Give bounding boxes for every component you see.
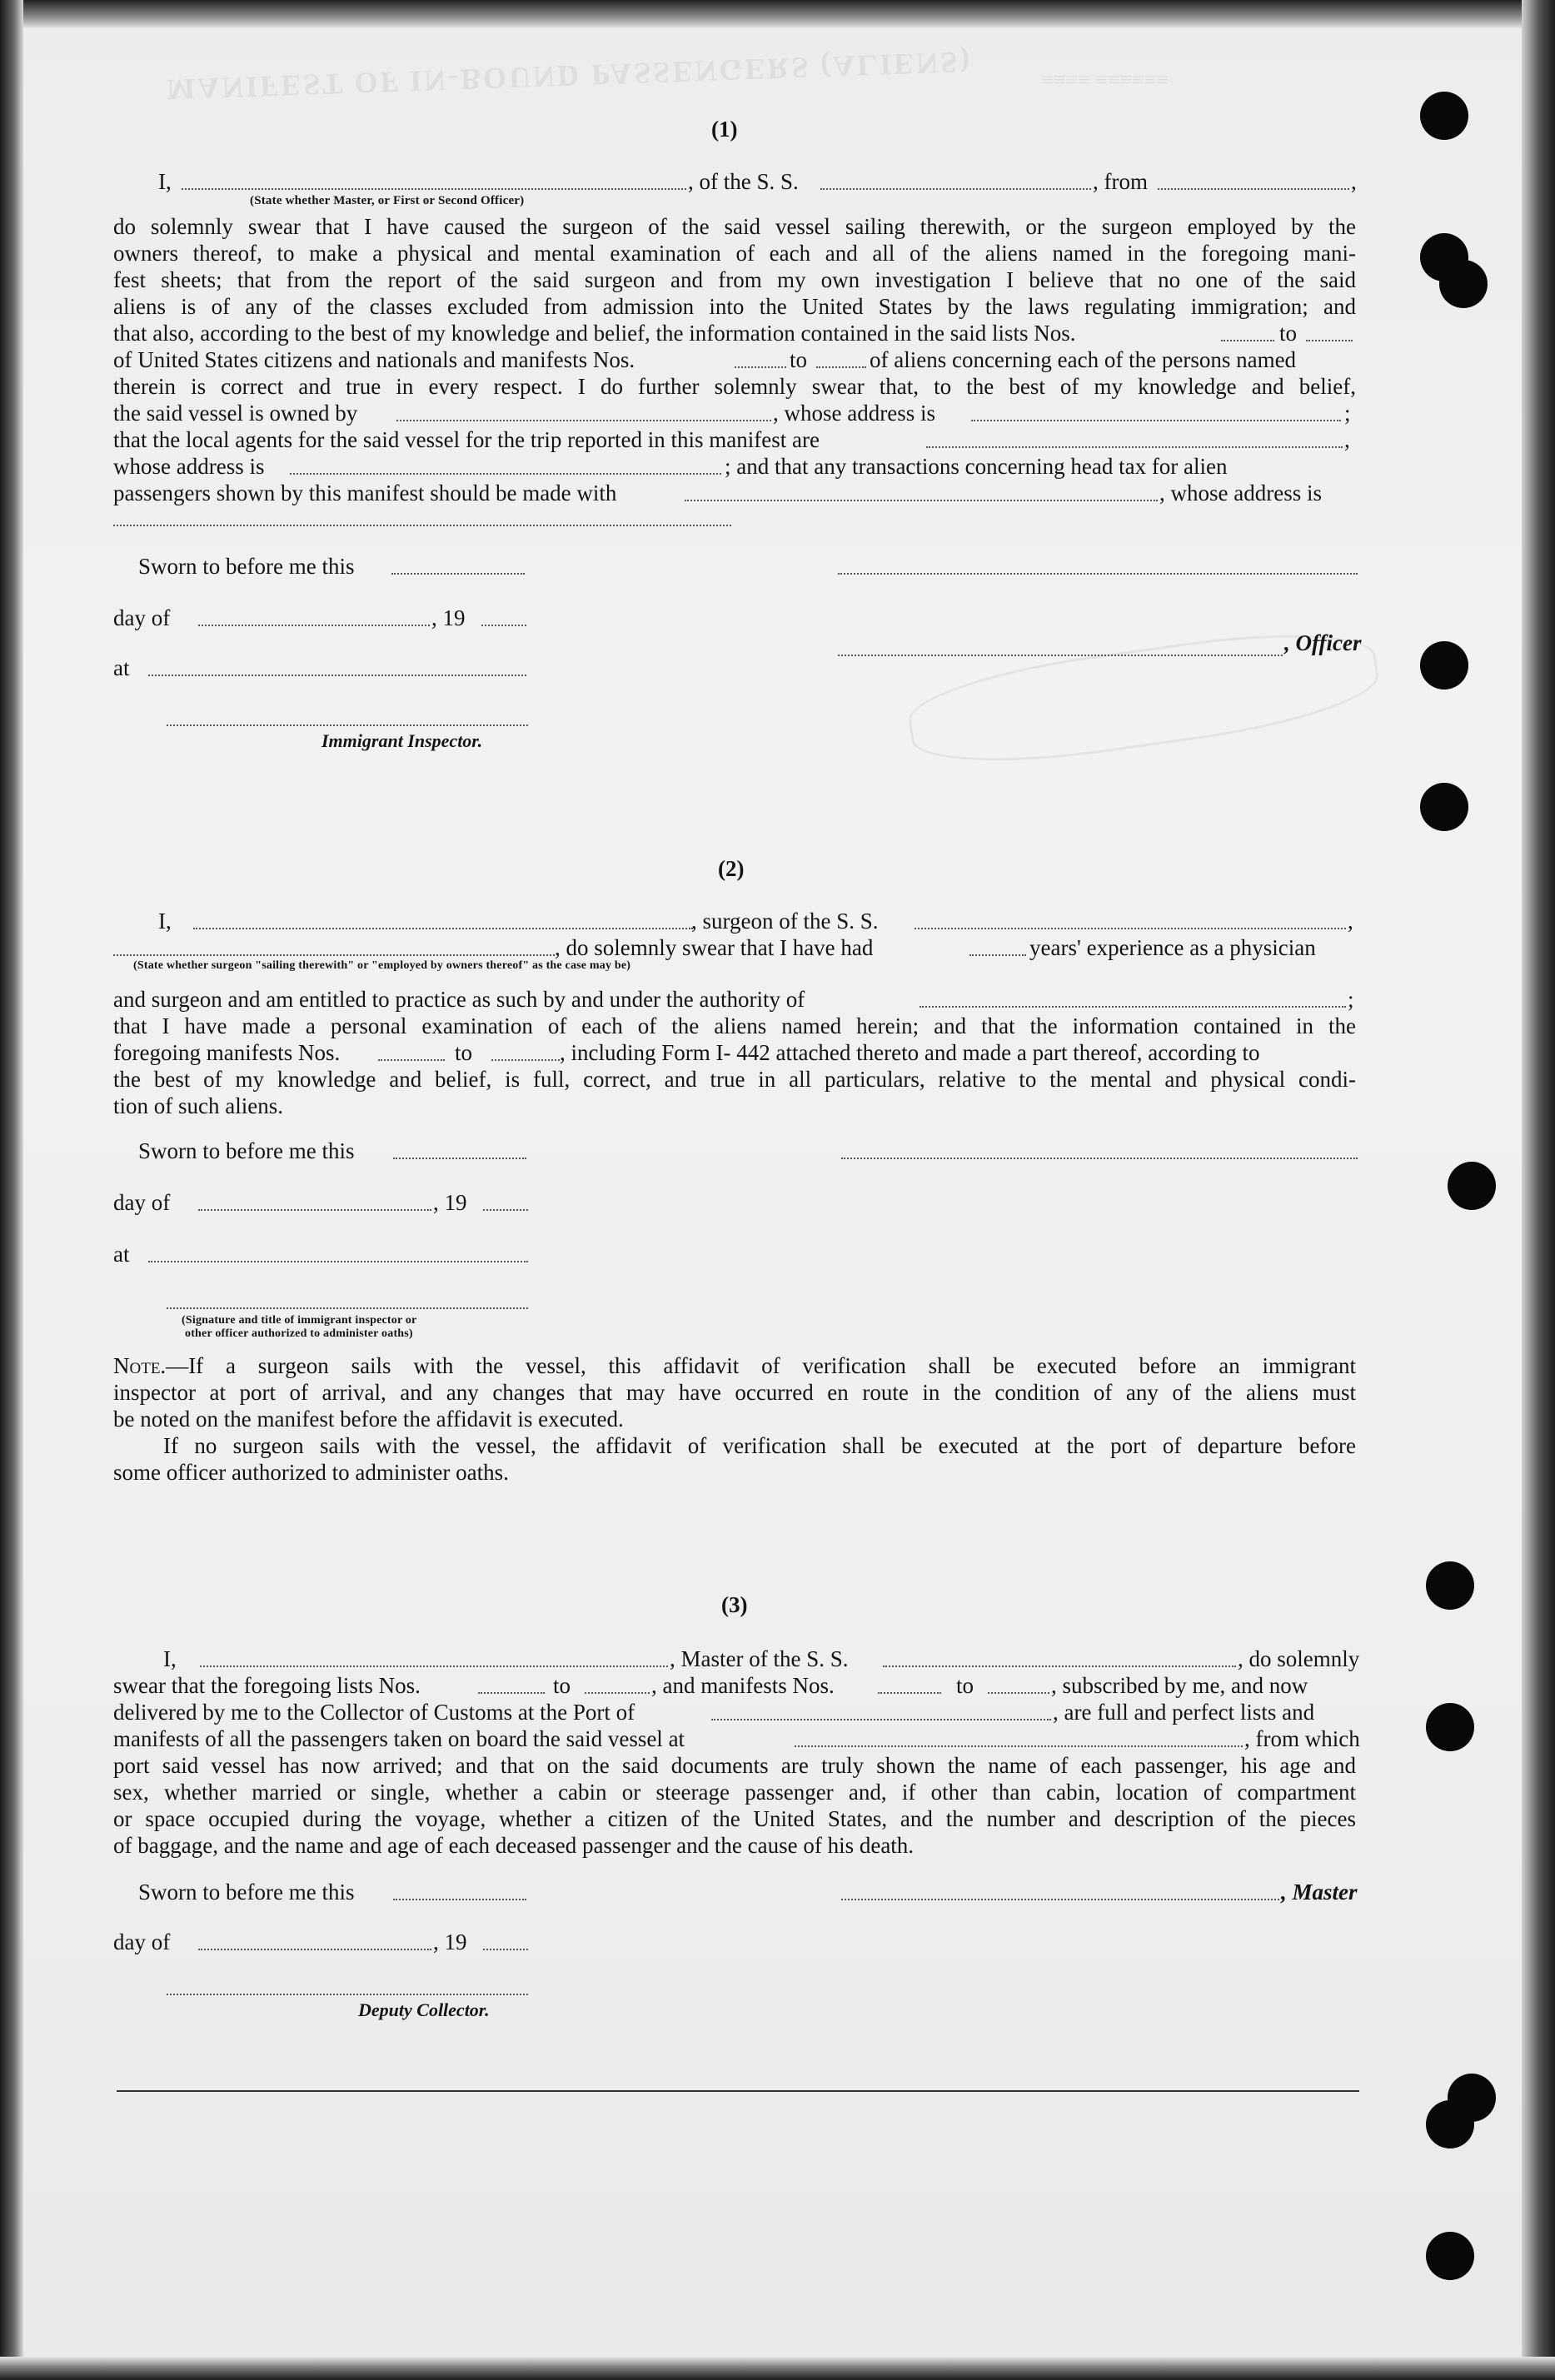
s3-lists-to-field[interactable]: [585, 1690, 650, 1694]
s3-body-line: port said vessel has now arrived; and that on the said documents are truly shown the name of each passenger, his age and: [113, 1753, 1356, 1778]
s2-comma: ,: [1348, 909, 1353, 934]
s2-note-line-1: [113, 1352, 1356, 1379]
s3-to: to: [553, 1673, 571, 1698]
s3-master-signature-line[interactable]: [841, 1897, 1279, 1900]
s1-to: to: [1279, 321, 1298, 346]
s3-body-line: sex, whether married or single, whether a cabin or steerage passenger and, if other than cabin, location of compartment: [113, 1780, 1356, 1805]
scan-edge-bottom: [0, 2357, 1555, 2380]
s1-transactions-field[interactable]: [685, 498, 1158, 501]
s1-i: I,: [158, 169, 172, 194]
s3-body-line: of baggage, and the name and age of each deceased passenger and the cause of his death.: [113, 1833, 915, 1858]
s2-manifests-from-field[interactable]: [378, 1058, 445, 1061]
s1-sworn-label: Sworn to before me this: [138, 554, 355, 579]
punch-hole: [1426, 2232, 1474, 2280]
s2-year-field[interactable]: [483, 1207, 528, 1211]
s2-note-line: some officer authorized to administer oaths.: [113, 1460, 509, 1485]
s2-surgeon-of: , surgeon of the S. S.: [691, 909, 879, 934]
s2-capacity-note: (State whether surgeon "sailing therewith" or "employed by owners thereof" as the case may be): [133, 959, 631, 972]
s2-surgeon-name-field[interactable]: [193, 926, 693, 929]
s1-officer-line[interactable]: [838, 653, 1283, 656]
punch-hole: [1420, 641, 1468, 690]
s2-semicolon: ;: [1348, 987, 1354, 1012]
s2-i: I,: [158, 909, 172, 934]
s1-at: at: [113, 655, 130, 680]
s2-manifests-to-field[interactable]: [491, 1058, 560, 1061]
s1-transactions-text: passengers shown by this manifest should be made with: [113, 480, 617, 505]
s1-sworn-date-field[interactable]: [391, 571, 525, 575]
s3-sworn-date-field[interactable]: [393, 1897, 526, 1900]
s2-manifests-text: foregoing manifests Nos.: [113, 1040, 341, 1065]
punch-hole: [1426, 2100, 1474, 2148]
s3-day-field[interactable]: [198, 1947, 431, 1950]
s1-agent-address-field[interactable]: [290, 471, 721, 475]
s1-body-line: owners thereof, to make a physical and mental examination of each and all of the aliens named in the foregoing mani-: [113, 241, 1356, 266]
s2-note-text: —If a surgeon sails with the vessel, this affidavit of verification shall be executed before an immigrant: [166, 1353, 1356, 1378]
s1-lists-text: that also, according to the best of my knowledge and belief, the information contained in the said lists Nos.: [113, 321, 1076, 346]
s2-day-of: day of: [113, 1190, 171, 1215]
s1-from-field[interactable]: [1158, 187, 1349, 190]
s2-surgeon-signature-line[interactable]: [841, 1156, 1358, 1159]
s3-to2: to: [956, 1673, 974, 1698]
s2-sworn-date-field[interactable]: [393, 1156, 526, 1159]
s1-body-line: do solemnly swear that I have caused the surgeon of the said vessel sailing therewith, or the surgeon employed by the: [113, 214, 1356, 239]
s3-year-prefix: , 19: [433, 1929, 467, 1954]
bleed-through-text: MANIFEST OF IN-BOUND PASSENGERS (ALIENS): [166, 45, 973, 107]
s3-manifests-label: , and manifests Nos.: [651, 1673, 835, 1698]
s2-note-label: Note.: [113, 1353, 167, 1378]
scan-edge-top: [0, 0, 1555, 28]
s2-years-text: years' experience as a physician: [1029, 935, 1316, 960]
punch-hole: [1426, 1561, 1474, 1610]
s2-capacity-field[interactable]: [113, 953, 555, 956]
s1-agents-field[interactable]: [926, 445, 1343, 448]
s3-manifests-to-field[interactable]: [988, 1690, 1049, 1694]
punch-hole: [1420, 92, 1468, 140]
s1-whose-address: , whose address is: [1159, 480, 1322, 505]
s1-of-ss: , of the S. S.: [688, 169, 799, 194]
s3-full-perfect: , are full and perfect lists and: [1053, 1700, 1315, 1725]
s1-day-field[interactable]: [198, 623, 430, 626]
s3-master-label: , Master: [1281, 1880, 1358, 1904]
s3-master-of: , Master of the S. S.: [670, 1646, 849, 1671]
s3-sworn-label: Sworn to before me this: [138, 1880, 355, 1904]
s1-head-tax-text: ; and that any transactions concerning head tax for alien: [725, 454, 1228, 479]
s3-from-which: , from which: [1244, 1726, 1360, 1751]
s1-owned-by: the said vessel is owned by: [113, 401, 358, 426]
s1-manifests-to-field[interactable]: [816, 365, 866, 368]
s3-lists-text: swear that the foregoing lists Nos.: [113, 1673, 421, 1698]
s1-inspector-signature-line[interactable]: [167, 723, 528, 726]
s1-manifests-from-field[interactable]: [735, 365, 786, 368]
s1-agent-address-label: whose address is: [113, 454, 265, 479]
s2-authority-text: and surgeon and am entitled to practice as such by and under the authority of: [113, 987, 805, 1012]
s1-vessel-field[interactable]: [820, 187, 1091, 190]
s1-officer-label: , Officer: [1284, 630, 1362, 655]
s3-collector-text: delivered by me to the Collector of Customs at the Port of: [113, 1700, 635, 1725]
s1-year-field[interactable]: [481, 623, 526, 626]
section-2-number: (2): [718, 856, 745, 881]
s1-day-of: day of: [113, 605, 171, 630]
s2-authority-field[interactable]: [920, 1004, 1346, 1008]
s3-collector-signature-line[interactable]: [167, 1992, 528, 1995]
s1-comma: ,: [1351, 169, 1357, 194]
s2-day-field[interactable]: [198, 1207, 431, 1211]
s2-year-prefix: , 19: [433, 1190, 467, 1215]
s1-manifests-text: of United States citizens and nationals and manifests Nos.: [113, 347, 635, 372]
s1-owner-address-field[interactable]: [971, 418, 1341, 421]
s1-to2: to: [790, 347, 808, 372]
scan-edge-left: [0, 0, 23, 2380]
s1-inspector-label: Immigrant Inspector.: [321, 730, 483, 751]
punch-hole: [1439, 260, 1488, 308]
s3-year-field[interactable]: [483, 1947, 528, 1950]
s1-transactions-address-field[interactable]: [113, 523, 731, 526]
punch-hole: [1426, 1703, 1474, 1751]
scan-edge-right: [1522, 0, 1555, 2380]
s3-collector-label: Deputy Collector.: [358, 1999, 490, 2020]
s2-note-line: be noted on the manifest before the affidavit is executed.: [113, 1407, 624, 1431]
s2-note-line: If no surgeon sails with the vessel, the affidavit of verification shall be executed at the port of departure before: [163, 1433, 1356, 1458]
s2-swear-text: , do solemnly swear that I have had: [555, 935, 874, 960]
s2-note-line: inspector at port of arrival, and any changes that may have occurred en route in the condition of any of the aliens must: [113, 1380, 1356, 1405]
s1-comma2: ,: [1344, 427, 1350, 452]
s1-year-prefix: , 19: [431, 605, 466, 630]
s2-form-text: , including Form I- 442 attached thereto and made a part thereof, according to: [560, 1040, 1260, 1065]
s1-aliens-text: of aliens concerning each of the persons named: [870, 347, 1297, 372]
s2-signature-note: (Signature and title of immigrant inspector or: [182, 1314, 417, 1327]
s3-day-of: day of: [113, 1929, 171, 1954]
s3-solemnly: , do solemnly: [1238, 1646, 1360, 1671]
s3-manifests-text: manifests of all the passengers taken on board the said vessel at: [113, 1726, 685, 1751]
s1-body-line: fest sheets; that from the report of the said surgeon and from my own investigation I believe that no one of the said: [113, 267, 1356, 292]
punch-hole: [1448, 1162, 1496, 1210]
s2-at: at: [113, 1242, 130, 1267]
s3-i: I,: [163, 1646, 177, 1671]
s3-lists-from-field[interactable]: [478, 1690, 545, 1694]
s1-lists-from-field[interactable]: [1221, 338, 1274, 341]
s2-at-field[interactable]: [148, 1259, 528, 1262]
s2-body-line: that I have made a personal examination of each of the aliens named herein; and that the information contained in the: [113, 1013, 1356, 1038]
s3-vessel-field[interactable]: [883, 1664, 1236, 1667]
s2-years-field[interactable]: [969, 953, 1026, 956]
section-1-number: (1): [711, 117, 738, 142]
s2-body-line: tion of such aliens.: [113, 1093, 283, 1118]
bottom-rule: [117, 2090, 1359, 2092]
s2-signature-note: other officer authorized to administer oaths): [185, 1327, 413, 1340]
s1-agents-text: that the local agents for the said vessel for the trip reported in this manifest are: [113, 427, 820, 452]
s3-embark-port-field[interactable]: [795, 1744, 1243, 1747]
s1-owner-address-label: , whose address is: [773, 401, 935, 426]
s3-body-line: or space occupied during the voyage, whether a citizen of the United States, and the number and description of the pieces: [113, 1806, 1356, 1831]
s2-official-signature-line[interactable]: [167, 1306, 528, 1309]
s1-body-line: therein is correct and true in every respect. I do further solemnly swear that, to the best of my knowledge and belief,: [113, 374, 1356, 399]
s2-sworn-label: Sworn to before me this: [138, 1138, 355, 1163]
s2-body-line: the best of my knowledge and belief, is full, correct, and true in all particulars, relative to the mental and physical condi-: [113, 1067, 1356, 1092]
bleed-through-text: ≡≡≡≡ ≡≡≡≡≡≡: [1041, 67, 1169, 92]
s3-manifests-from-field[interactable]: [878, 1690, 941, 1694]
s1-owner-field[interactable]: [396, 418, 771, 421]
punch-hole: [1420, 783, 1468, 831]
s1-from: , from: [1093, 169, 1148, 194]
s3-master-name-field[interactable]: [200, 1664, 668, 1667]
section-3-number: (3): [721, 1592, 748, 1617]
s1-semicolon: ;: [1344, 401, 1351, 426]
s1-at-field[interactable]: [148, 673, 526, 676]
s1-body-line: aliens is of any of the classes excluded from admission into the United States by the laws regulating immigration; and: [113, 294, 1356, 319]
s2-to: to: [455, 1040, 473, 1065]
s3-port-field[interactable]: [711, 1717, 1051, 1720]
s3-subscribed-text: , subscribed by me, and now: [1051, 1673, 1308, 1698]
s2-vessel-field[interactable]: [915, 926, 1346, 929]
s1-lists-to-field[interactable]: [1306, 338, 1353, 341]
s1-officer-name-field[interactable]: [182, 187, 686, 190]
s1-officer-note: (State whether Master, or First or Second Officer): [250, 194, 525, 207]
s1-officer-signature-line[interactable]: [838, 571, 1358, 575]
